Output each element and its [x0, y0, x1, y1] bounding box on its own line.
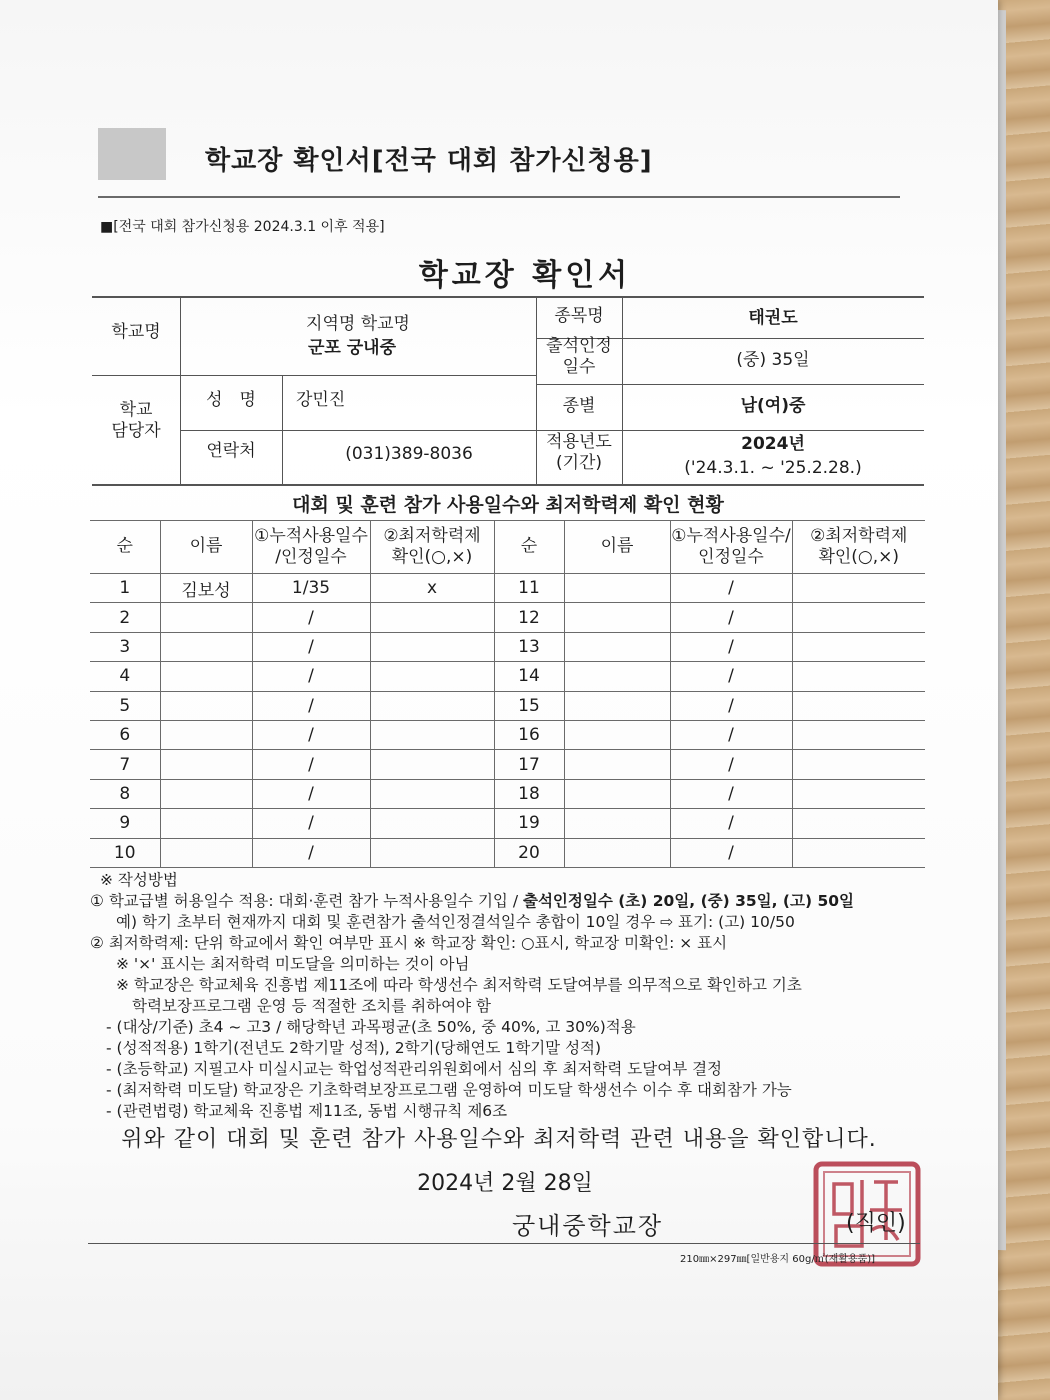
cell-min: x [370, 574, 494, 603]
instructions-heading: ※ 작성방법 [100, 871, 178, 889]
header-days-right-line1: ①누적사용일수/ [671, 525, 791, 546]
cell-min2 [792, 603, 925, 632]
name-value: 강민진 [296, 390, 346, 410]
contact-value: (031)389-8036 [345, 444, 473, 464]
table-row [90, 662, 925, 691]
cell-min [370, 838, 494, 867]
header-min [370, 521, 494, 574]
cell-min2 [792, 750, 925, 779]
year-label-line2: (기간) [555, 453, 603, 474]
instruction-emphasis: 출석인정일수 (초) 20일, (중) 35일, (고) 50일 [522, 892, 855, 910]
table-row [90, 779, 925, 808]
header-days-right [670, 521, 792, 574]
seal-label: (직인) [846, 1211, 906, 1236]
divider [536, 384, 924, 385]
cell-name [160, 779, 252, 808]
header-title: 학교장 확인서[전국 대회 참가신청용] [205, 146, 653, 176]
manager-label [92, 400, 180, 443]
table-row [90, 603, 925, 632]
cell-no2: 13 [494, 632, 564, 661]
cell-days: 1/35 [252, 574, 370, 603]
manager-label-line2: 담당자 [111, 421, 161, 442]
cell-no: 10 [90, 838, 160, 867]
header-divider [98, 196, 900, 198]
cell-min2 [792, 838, 925, 867]
name-label: 성 명 [206, 390, 256, 410]
cell-min2 [792, 632, 925, 661]
header-name: 이름 [160, 521, 252, 574]
divider [92, 296, 924, 298]
attendance-label [536, 336, 622, 379]
cell-min2 [792, 720, 925, 749]
table-row [90, 632, 925, 661]
cell-min2 [792, 574, 925, 603]
issue-date: 2024년 2월 28일 [417, 1171, 593, 1196]
cell-days: / [252, 750, 370, 779]
status-table [90, 520, 925, 868]
bottom-divider [88, 1243, 920, 1244]
cell-days2: / [670, 574, 792, 603]
table-body [90, 574, 925, 868]
header-days-line2: /인정일수 [275, 547, 347, 567]
cell-min2 [792, 809, 925, 838]
cell-no: 4 [90, 662, 160, 691]
table-row [90, 574, 925, 603]
school-label: 학교명 [111, 322, 161, 342]
cell-days2: / [670, 662, 792, 691]
header-min-line2: 확인(○,×) [391, 547, 473, 567]
cell-days2: / [670, 838, 792, 867]
event-value: 태권도 [748, 308, 798, 328]
year-label-line1: 적용년도 [546, 432, 612, 452]
instruction-line: - (성적적용) 1학기(전년도 2학기말 성적), 2학기(당해연도 1학기말 성적) [106, 1039, 602, 1057]
cell-no2: 17 [494, 750, 564, 779]
header-min-right-line2: 확인(○,×) [818, 547, 900, 567]
cell-no: 2 [90, 603, 160, 632]
instruction-line: 예) 학기 초부터 현재까지 대회 및 훈련참가 출석인정결석일수 총합이 10일 경우 ⇨ 표기: (고) 10/50 [116, 913, 795, 931]
cell-no2: 11 [494, 574, 564, 603]
manager-label-line1: 학교 [119, 400, 153, 420]
cell-min2 [792, 779, 925, 808]
cell-days: / [252, 838, 370, 867]
cell-name2 [564, 809, 670, 838]
cell-no: 9 [90, 809, 160, 838]
year-value: 2024년 [741, 434, 805, 454]
instruction-line: 학력보장프로그램 운영 등 적절한 조치를 취하여야 함 [132, 997, 491, 1015]
cell-no2: 12 [494, 603, 564, 632]
cell-days: / [252, 809, 370, 838]
cell-no: 8 [90, 779, 160, 808]
paper-spec-footnote: 210㎜×297㎜[일반용지 60g/㎡(재활용품)] [680, 1254, 876, 1265]
cell-name2 [564, 750, 670, 779]
cell-days: / [252, 779, 370, 808]
cell-no: 3 [90, 632, 160, 661]
cell-no: 1 [90, 574, 160, 603]
cell-name2 [564, 662, 670, 691]
cell-days2: / [670, 809, 792, 838]
header-no: 순 [90, 521, 160, 574]
cell-days2: / [670, 750, 792, 779]
instruction-line: - (최저학력 미도달) 학교장은 기초학력보장프로그램 운영하여 미도달 학생선수 이수 후 대회참가 가능 [106, 1081, 792, 1099]
cell-name [160, 720, 252, 749]
attendance-value: (중) 35일 [736, 350, 810, 370]
header-min-right [792, 521, 925, 574]
section-title: 대회 및 훈련 참가 사용일수와 최저학력제 확인 현황 [292, 494, 724, 516]
document-title: 학교장 확인서 [418, 258, 632, 293]
instruction-text: ① 학교급별 허용일수 적용: 대회·훈련 참가 누적사용일수 기입 / [90, 892, 523, 910]
gender-value: 남(여)중 [740, 396, 806, 416]
cell-min [370, 720, 494, 749]
cell-name [160, 809, 252, 838]
table-row [90, 691, 925, 720]
cell-days: / [252, 720, 370, 749]
table-row [90, 720, 925, 749]
cell-no2: 16 [494, 720, 564, 749]
header-no-right: 순 [494, 521, 564, 574]
cell-no: 7 [90, 750, 160, 779]
header-gray-block [98, 128, 166, 180]
cell-days: / [252, 691, 370, 720]
cell-name [160, 632, 252, 661]
cell-no2: 20 [494, 838, 564, 867]
info-table [92, 296, 924, 486]
confirmation-statement: 위와 같이 대회 및 훈련 참가 사용일수와 최저학력 관련 내용을 확인합니다. [121, 1127, 877, 1152]
cell-no2: 14 [494, 662, 564, 691]
cell-min [370, 779, 494, 808]
cell-name [160, 691, 252, 720]
header-min-right-line1: ②최저학력제 [810, 525, 908, 546]
cell-name [160, 603, 252, 632]
cell-min2 [792, 662, 925, 691]
cell-no: 5 [90, 691, 160, 720]
cell-name [160, 750, 252, 779]
gender-label: 종별 [562, 396, 596, 416]
cell-days2: / [670, 720, 792, 749]
instruction-line: ※ '×' 표시는 최저학력 미도달을 의미하는 것이 아님 [116, 955, 470, 973]
contact-label: 연락처 [206, 441, 256, 461]
cell-name2 [564, 603, 670, 632]
cell-min [370, 603, 494, 632]
attendance-label-line2: 일수 [562, 357, 596, 378]
cell-min [370, 662, 494, 691]
cell-name [160, 838, 252, 867]
instruction-line: - (관련법령) 학교체육 진흥법 제11조, 동법 시행규칙 제6조 [106, 1102, 508, 1120]
cell-days2: / [670, 691, 792, 720]
principal-name: 궁내중학교장 [512, 1212, 664, 1240]
cell-no: 6 [90, 720, 160, 749]
divider [92, 375, 536, 376]
attendance-label-line1: 출석인정 [546, 336, 612, 356]
instruction-line: ※ 학교장은 학교체육 진흥법 제11조에 따라 학생선수 최저학력 도달여부를 의무적으로 확인하고 기초 [116, 976, 802, 994]
cell-days: / [252, 632, 370, 661]
cell-name2 [564, 691, 670, 720]
cell-name2 [564, 838, 670, 867]
instruction-line: ② 최저학력제: 단위 학교에서 확인 여부만 표시 ※ 학교장 확인: ○표시, 학교장 미확인: × 표시 [90, 934, 728, 952]
header-name-right: 이름 [564, 521, 670, 574]
cell-min [370, 691, 494, 720]
header-min-line1: ②최저학력제 [383, 525, 481, 546]
cell-name2 [564, 720, 670, 749]
school-hint: 지역명 학교명 [306, 314, 410, 334]
cell-days2: / [670, 779, 792, 808]
cell-days: / [252, 662, 370, 691]
cell-min [370, 809, 494, 838]
year-label [536, 432, 622, 475]
divider [282, 376, 283, 484]
notice-line: ■[전국 대회 참가신청용 2024.3.1 이후 적용] [100, 219, 385, 235]
cell-days: / [252, 603, 370, 632]
table-row [90, 838, 925, 867]
cell-min2 [792, 691, 925, 720]
instruction-line: - (초등학교) 지필고사 미실시교는 학업성적관리위원회에서 심의 후 최저학력 도달여부 결정 [106, 1060, 723, 1078]
header-days-right-line2: 인정일수 [698, 547, 764, 567]
instruction-line: - (대상/기준) 초4 ~ 고3 / 해당학년 과목평균(초 50%, 중 40%, 고 30%)적용 [106, 1018, 636, 1036]
cell-days2: / [670, 632, 792, 661]
school-value: 군포 궁내중 [307, 338, 397, 358]
cell-no2: 18 [494, 779, 564, 808]
cell-no2: 15 [494, 691, 564, 720]
divider [92, 484, 924, 486]
cell-name [160, 662, 252, 691]
cell-min [370, 750, 494, 779]
cell-name2 [564, 574, 670, 603]
table-header-row [90, 521, 925, 574]
cell-name2 [564, 779, 670, 808]
period-value: ('24.3.1. ~ '25.2.28.) [684, 458, 862, 478]
cell-min [370, 632, 494, 661]
instruction-line [90, 891, 930, 912]
header-days-line1: ①누적사용일수 [254, 525, 368, 546]
cell-days2: / [670, 603, 792, 632]
cell-name: 김보성 [160, 574, 252, 603]
header-days [252, 521, 370, 574]
instructions [90, 870, 930, 1122]
divider [180, 430, 924, 431]
event-label: 종목명 [554, 306, 604, 326]
table-row [90, 750, 925, 779]
cell-no2: 19 [494, 809, 564, 838]
cell-name2 [564, 632, 670, 661]
table-row [90, 809, 925, 838]
